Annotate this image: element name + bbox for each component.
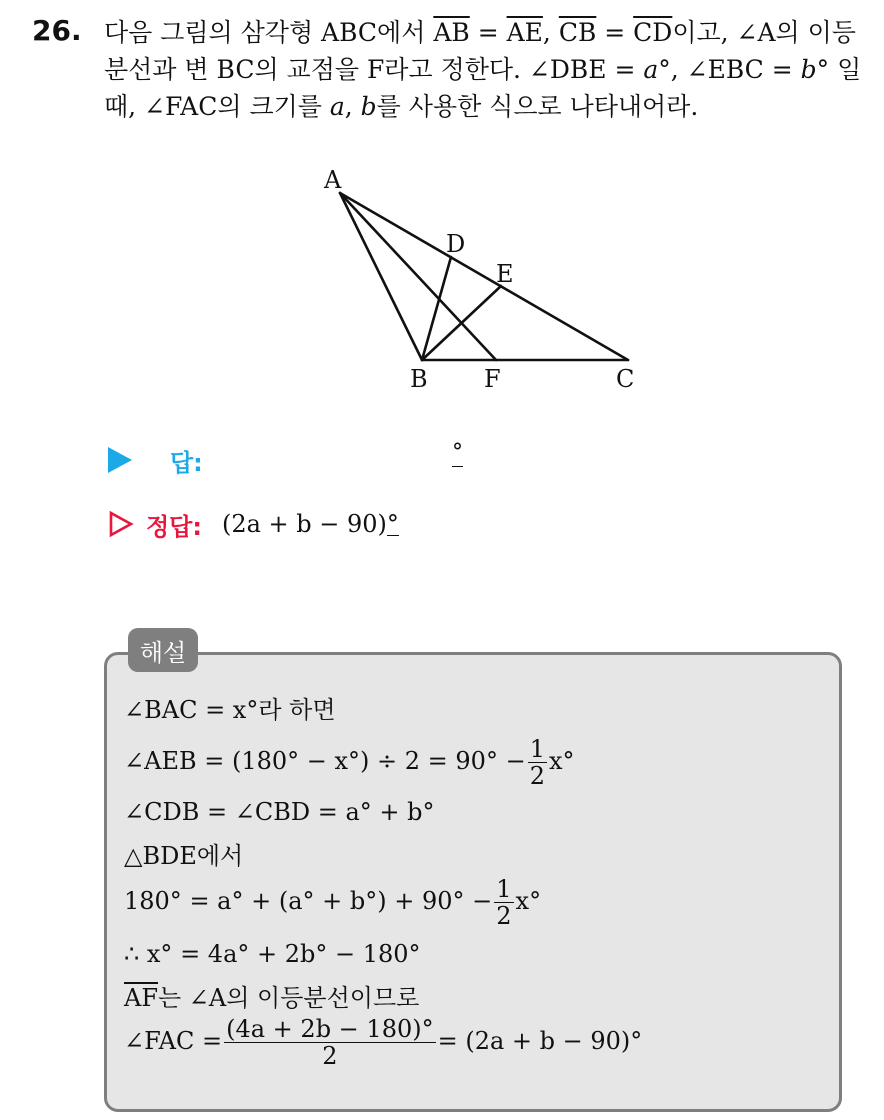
- solution-line-5-rhs: x°: [515, 887, 542, 915]
- segment-cb: $\overline{CB}$: [558, 18, 597, 47]
- segment-af-line: [340, 193, 496, 360]
- question-number: 26.: [32, 14, 82, 47]
- segment-ae: $\overline{AE}$: [506, 18, 543, 47]
- point-label-b: B: [410, 365, 428, 393]
- answer-row: [108, 440, 203, 480]
- solution-line-7: [124, 978, 419, 1013]
- segment-cd: $\overline{CD}$: [633, 18, 673, 47]
- correct-answer-row: [108, 504, 399, 544]
- answer-label: 답:: [170, 448, 203, 477]
- solution-line-4: △BDE에서: [124, 842, 244, 870]
- segment-be-line: [422, 286, 501, 360]
- correct-answer-unit: °: [386, 509, 399, 538]
- fraction-half: [528, 736, 547, 789]
- triangle-figure: [300, 160, 660, 400]
- question-text-part: ,: [344, 92, 361, 121]
- question-text: [104, 14, 874, 125]
- solution-line-7-text: 는 ∠A의 이등분선이므로: [157, 984, 420, 1012]
- point-label-c: C: [616, 365, 635, 393]
- solution-tag: 해설: [128, 628, 198, 672]
- question-text-part: 를 사용한 식으로 나타내어라.: [376, 92, 699, 121]
- variable-a: a: [329, 92, 345, 121]
- fraction-denominator: 2: [496, 902, 512, 930]
- solution-line-2-lhs: ∠AEB = (180° − x°) ÷ 2 = 90° −: [124, 747, 526, 775]
- point-label-f: F: [484, 365, 501, 393]
- solution-line-8: [124, 1016, 642, 1069]
- fraction-denominator: 2: [322, 1042, 338, 1070]
- solution-line-2: [124, 736, 575, 789]
- fraction-numerator: 1: [496, 875, 512, 903]
- fraction-numerator: (4a + 2b − 180)°: [226, 1015, 434, 1043]
- question-text-part: =: [596, 18, 634, 47]
- correct-answer-value: (2a + b − 90): [221, 510, 387, 538]
- question-text-part: ° 일 때, ∠FAC의 크기를: [104, 55, 862, 121]
- solution-line-3: ∠CDB = ∠CBD = a° + b°: [124, 798, 435, 826]
- solution-line-8-rhs: = (2a + b − 90)°: [437, 1027, 643, 1055]
- solution-line-6: ∴ x° = 4a° + 2b° − 180°: [124, 940, 421, 968]
- answer-blank[interactable]: °: [452, 440, 463, 465]
- fraction-final: [224, 1016, 435, 1069]
- question-text-part: 이고, ∠A의 이등분선과 변 BC의 교점을 F라고 정한다. ∠DBE =: [104, 18, 856, 84]
- question-text-part: ,: [542, 18, 559, 47]
- point-label-a: A: [324, 166, 342, 194]
- solution-line-2-rhs: x°: [548, 747, 575, 775]
- fraction-denominator: 2: [529, 762, 545, 790]
- variable-a: a: [643, 55, 659, 84]
- segment-ab: $\overline{AB}$: [433, 18, 470, 47]
- point-label-e: E: [496, 260, 514, 288]
- fraction-numerator: 1: [529, 735, 545, 763]
- correct-answer-label: 정답:: [146, 512, 202, 541]
- solution-line-5-lhs: 180° = a° + (a° + b°) + 90° −: [124, 887, 493, 915]
- answer-arrow-icon: [108, 447, 132, 473]
- point-label-d: D: [446, 230, 466, 258]
- segment-af: $\overline{AF}$: [124, 984, 158, 1012]
- question-text-part: °, ∠EBC =: [658, 55, 801, 84]
- solution-line-5: [124, 876, 541, 929]
- segment-ac-line: [340, 193, 628, 360]
- fraction-half: [494, 876, 513, 929]
- variable-b: b: [360, 92, 377, 121]
- outline-arrow-icon: [108, 510, 134, 538]
- solution-line-8-lhs: ∠FAC =: [124, 1027, 223, 1055]
- solution-line-1: ∠BAC = x°라 하면: [124, 696, 336, 724]
- question-text-part: =: [469, 18, 507, 47]
- question-text-part: 다음 그림의 삼각형 ABC에서: [104, 18, 434, 47]
- variable-b: b: [800, 55, 817, 84]
